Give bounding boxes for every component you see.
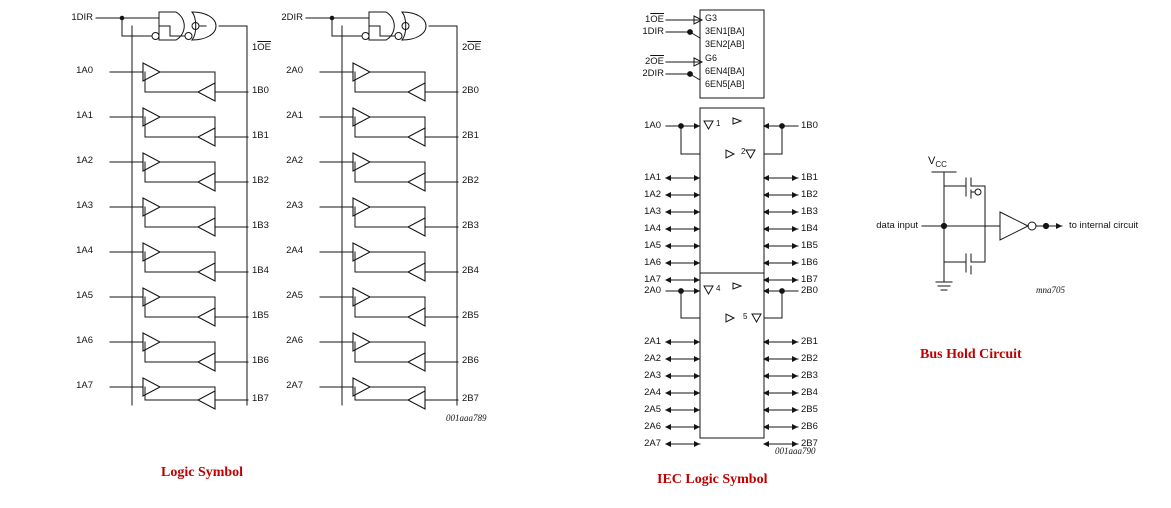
logic-left-input-1a3: 1A3 xyxy=(76,200,93,211)
logic-right-input-2a2: 2A2 xyxy=(286,155,303,166)
iec-bank2-input-2a1: 2A1 xyxy=(644,336,661,347)
logic-right-output-2b3: 2B3 xyxy=(462,220,479,231)
iec-bank1-input-1a2: 1A2 xyxy=(644,189,661,200)
iec-control-text-g3: G3 xyxy=(705,13,718,23)
iec-bank2-input-2a3: 2A3 xyxy=(644,370,661,381)
iec-control-input-2oe: $2\overline{OE}$ xyxy=(644,56,664,67)
iec-control-input-1dir: 1DIR xyxy=(642,26,664,37)
iec-bank2-input-2a7: 2A7 xyxy=(644,438,661,449)
iec-bank2-input-2a2: 2A2 xyxy=(644,353,661,364)
logic-left-output-1b6: 1B6 xyxy=(252,355,269,366)
iec-bank2-output-2b1: 2B1 xyxy=(801,336,818,347)
iec-bank1-input-1a1: 1A1 xyxy=(644,172,661,183)
logic-left-oe-label: $1\overline{OE}$ xyxy=(252,42,272,53)
bus-hold-data-input-label: data input xyxy=(876,220,918,231)
iec-control-text-g6: G6 xyxy=(705,53,718,63)
logic-left-output-1b0: 1B0 xyxy=(252,85,269,96)
logic-right-output-2b5: 2B5 xyxy=(462,310,479,321)
logic-left-input-1a1: 1A1 xyxy=(76,110,93,121)
iec-bank2-output-2b2: 2B2 xyxy=(801,353,818,364)
iec-bank2-output-2b5: 2B5 xyxy=(801,404,818,415)
iec-bank2-output-2b3: 2B3 xyxy=(801,370,818,381)
logic-right-input-2a5: 2A5 xyxy=(286,290,303,301)
iec-bank2-output-2b7: 2B7 xyxy=(801,438,818,449)
iec-bank1-output-1b5: 1B5 xyxy=(801,240,818,251)
logic-right-output-2b0: 2B0 xyxy=(462,85,479,96)
iec-bank1-output-1b6: 1B6 xyxy=(801,257,818,268)
logic-left-output-1b4: 1B4 xyxy=(252,265,269,276)
logic-left-input-1a0: 1A0 xyxy=(76,65,93,76)
iec-bank1-output-1b1: 1B1 xyxy=(801,172,818,183)
logic-right-oe-label: $2\overline{OE}$ xyxy=(462,42,482,53)
iec-bank2-input-2a4: 2A4 xyxy=(644,387,661,398)
logic-left-input-1a5: 1A5 xyxy=(76,290,93,301)
iec-bank2-marker-bottom: 5 xyxy=(743,312,748,321)
iec-bank1-input-1a6: 1A6 xyxy=(644,257,661,268)
logic-left-output-1b5: 1B5 xyxy=(252,310,269,321)
logic-left-dir-label: 1DIR xyxy=(71,12,93,23)
logic-right-dir-label: 2DIR xyxy=(281,12,303,23)
bus-hold-vcc-label: $V_{CC}$ xyxy=(928,155,947,170)
logic-left-input-1a7: 1A7 xyxy=(76,380,93,391)
logic-left-output-1b7: 1B7 xyxy=(252,393,269,404)
iec-symbol-figure-code: 001aaa790 xyxy=(775,446,816,456)
iec-bank1-output-1b2: 1B2 xyxy=(801,189,818,200)
logic-left-output-1b3: 1B3 xyxy=(252,220,269,231)
iec-bank1-output-1b3: 1B3 xyxy=(801,206,818,217)
iec-bank2-marker-top: 4 xyxy=(716,284,721,293)
iec-bank2-input-2a6: 2A6 xyxy=(644,421,661,432)
iec-bank1-output-1b0: 1B0 xyxy=(801,120,818,131)
logic-right-input-2a4: 2A4 xyxy=(286,245,303,256)
logic-symbol-caption: Logic Symbol xyxy=(161,465,244,480)
logic-left-output-1b2: 1B2 xyxy=(252,175,269,186)
iec-bank1-input-1a0: 1A0 xyxy=(644,120,661,131)
logic-left-output-1b1: 1B1 xyxy=(252,130,269,141)
iec-control-text-3en1: 3EN1[BA] xyxy=(705,26,745,36)
iec-bank1-input-1a3: 1A3 xyxy=(644,206,661,217)
logic-right-input-2a1: 2A1 xyxy=(286,110,303,121)
logic-right-output-2b4: 2B4 xyxy=(462,265,479,276)
logic-left-input-1a6: 1A6 xyxy=(76,335,93,346)
iec-bank1-marker-top: 1 xyxy=(716,119,721,128)
logic-right-input-2a3: 2A3 xyxy=(286,200,303,211)
iec-control-input-1oe: $1\overline{OE}$ xyxy=(644,14,664,25)
logic-right-input-2a0: 2A0 xyxy=(286,65,303,76)
iec-control-text-6en4: 6EN4[BA] xyxy=(705,66,745,76)
iec-bank1-marker-bottom: 2 xyxy=(741,147,746,156)
logic-right-input-2a6: 2A6 xyxy=(286,335,303,346)
iec-control-text-3en2: 3EN2[AB] xyxy=(705,39,745,49)
logic-right-input-2a7: 2A7 xyxy=(286,380,303,391)
iec-bank1-output-1b7: 1B7 xyxy=(801,274,818,285)
iec-bank1-input-1a7: 1A7 xyxy=(644,274,661,285)
iec-bank2-output-2b0: 2B0 xyxy=(801,285,818,296)
bus-hold-caption: Bus Hold Circuit xyxy=(920,347,1022,362)
logic-left-input-1a2: 1A2 xyxy=(76,155,93,166)
iec-symbol-caption: IEC Logic Symbol xyxy=(657,472,768,487)
logic-left-input-1a4: 1A4 xyxy=(76,245,93,256)
iec-bank2-input-2a0: 2A0 xyxy=(644,285,661,296)
logic-right-output-2b1: 2B1 xyxy=(462,130,479,141)
iec-bank1-output-1b4: 1B4 xyxy=(801,223,818,234)
iec-bank2-output-2b6: 2B6 xyxy=(801,421,818,432)
logic-right-output-2b2: 2B2 xyxy=(462,175,479,186)
iec-control-text-6en5: 6EN5[AB] xyxy=(705,79,745,89)
iec-bank1-input-1a5: 1A5 xyxy=(644,240,661,251)
iec-bank1-input-1a4: 1A4 xyxy=(644,223,661,234)
bus-hold-figure-code: mna705 xyxy=(1036,285,1065,295)
logic-right-output-2b6: 2B6 xyxy=(462,355,479,366)
iec-bank2-input-2a5: 2A5 xyxy=(644,404,661,415)
bus-hold-output-label: to internal circuit xyxy=(1069,220,1139,231)
logic-right-output-2b7: 2B7 xyxy=(462,393,479,404)
iec-bank2-output-2b4: 2B4 xyxy=(801,387,818,398)
logic-symbol-figure-code: 001aaa789 xyxy=(446,413,487,423)
iec-control-input-2dir: 2DIR xyxy=(642,68,664,79)
